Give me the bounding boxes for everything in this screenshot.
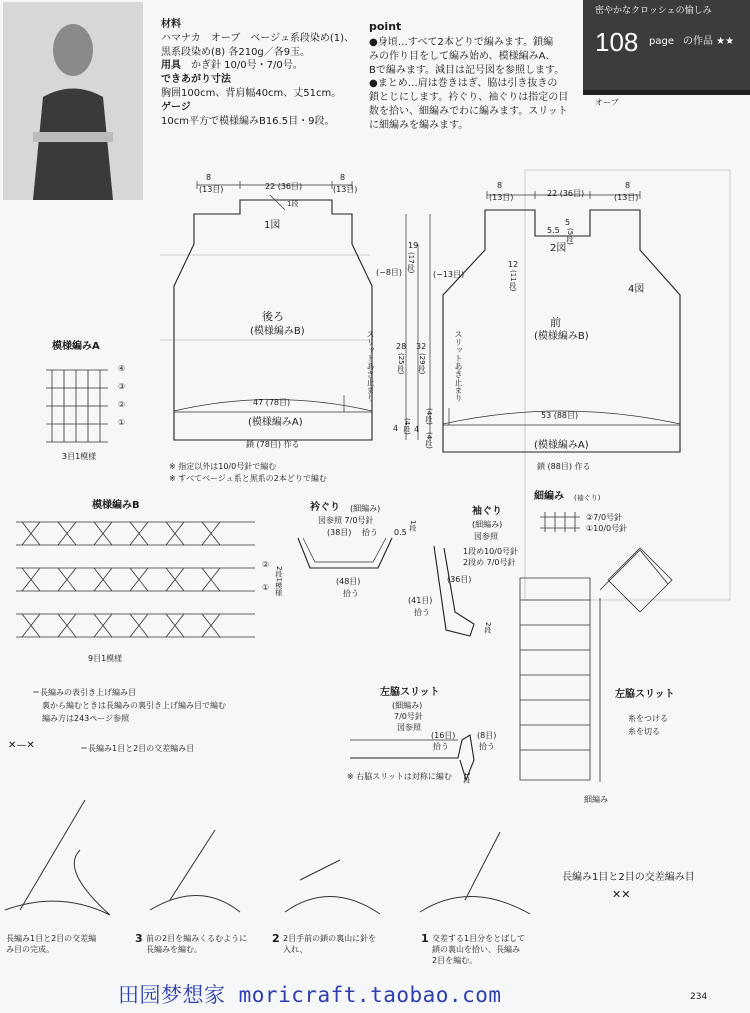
armband-41: (41目) xyxy=(408,596,433,605)
material-line-2: 黒系段染め(8) 各210g／各9玉。 xyxy=(161,46,311,58)
back-armhole-rows: (17段) xyxy=(406,252,415,274)
step-1-line: 交差する1目分をとばして xyxy=(432,934,526,943)
armband-ref: 図参照 xyxy=(474,532,498,541)
material-heading: 材料 xyxy=(161,19,181,30)
front-width: 53 (88目) xyxy=(541,411,579,420)
back-title: 後ろ xyxy=(262,310,284,323)
neckband-title: 衿ぐり xyxy=(310,502,340,513)
pattern-b-repeat: 9目1模様 xyxy=(88,654,123,663)
front-neck-w: 5.5 xyxy=(547,226,560,235)
slit-chart-join: 糸をつける xyxy=(628,714,668,723)
back-armhole-dec: (−8目) xyxy=(376,268,403,277)
front-neck-d: 5 xyxy=(565,218,571,227)
banner-suffix: の作品 ★★ xyxy=(683,36,735,47)
back-hem-rows: (4段) xyxy=(402,418,411,435)
single-r2: ②7/0号針 xyxy=(586,513,623,522)
pattern-a-title: 模様編みA xyxy=(52,341,100,352)
slit-chart-stitch: 細編み xyxy=(584,795,608,804)
back-side-h: 28 xyxy=(396,342,407,351)
step-2-number: 2 xyxy=(272,932,280,945)
front-neck: 22 (36目) xyxy=(547,189,585,198)
point-block xyxy=(369,36,568,133)
gauge-text: 10cm平方で模様編みB16.5目・9段。 xyxy=(161,115,335,127)
step-illustrations xyxy=(5,800,530,915)
back-pattern: (模様編みB) xyxy=(250,326,305,337)
slit-chart xyxy=(520,548,672,782)
banner-divider xyxy=(583,90,750,95)
front-neck-rows: (5段) xyxy=(565,228,574,245)
step-2-line: 入れ、 xyxy=(283,945,308,955)
slit-ref: 図参照 xyxy=(397,723,421,732)
back-hem: (模様編みA) xyxy=(248,417,303,428)
back-neck: 22 (36目) xyxy=(265,182,303,191)
back-hem-h: 4 xyxy=(393,424,399,433)
pattern-b-row-note: 2段1模様 xyxy=(274,566,283,596)
pattern-a-chart xyxy=(46,370,108,442)
banner-page-number: 108 xyxy=(595,27,639,57)
banner-title: 密やかなクロッシェの愉しみ xyxy=(595,6,712,16)
single-r1: ①10/0号針 xyxy=(586,524,628,533)
back-shoulder-r-sts: (13目) xyxy=(333,185,358,194)
front-shoulder-r: 8 xyxy=(625,181,631,190)
legend-1: ＝長編みの表引き上げ編み目 xyxy=(32,688,136,697)
front-shoulder-l: 8 xyxy=(497,181,503,190)
neckband-depth: 0.5 xyxy=(394,528,407,537)
armband-row1: 1段め10/0号針 xyxy=(463,547,519,556)
single-title: 細編み xyxy=(534,491,564,502)
pattern-a-row: ① xyxy=(118,418,126,427)
step-4-line: み目の完成。 xyxy=(6,945,54,955)
back-shoulder-r: 8 xyxy=(340,173,346,182)
neckband-pick: 拾う xyxy=(362,528,378,537)
slit-needle: 7/0号針 xyxy=(394,712,423,721)
model-photo xyxy=(3,2,143,200)
slit-chart-cut: 糸を切る xyxy=(628,727,660,736)
note-2: ※ すべてベージュ系と黒系の2本どりで編む xyxy=(169,474,327,483)
back-fig-label: 1図 xyxy=(264,220,281,231)
step-3-line: 長編みを編む。 xyxy=(146,945,202,955)
back-total-rows: (29段) xyxy=(417,353,426,375)
slit-8: (8目) xyxy=(477,731,497,740)
slit-pick: 拾う xyxy=(433,742,449,751)
series-banner xyxy=(583,0,750,95)
cross-stitch-symbol: ✕—✕ xyxy=(8,740,35,751)
step-2-line: 2目手前の鎖の裏山に針を xyxy=(283,934,377,943)
step-title: 長編み1目と2目の交差編み目 xyxy=(562,872,695,883)
back-slit-rows: (4段) xyxy=(424,432,433,449)
front-shoulder-l-sts: (13目) xyxy=(489,193,514,202)
back-armhole-h: 19 xyxy=(408,241,419,250)
armband-sub: (細編み) xyxy=(472,520,503,529)
slit-chart-title: 左脇スリット xyxy=(615,689,675,700)
slit-sub: (細編み) xyxy=(392,701,423,710)
slit-pick2: 拾う xyxy=(479,742,495,751)
back-shoulder-l-sts: (13目) xyxy=(199,185,224,194)
back-width: 47 (78目) xyxy=(253,398,291,407)
step-4-line: 長編み1目と2目の交差編 xyxy=(6,934,97,943)
back-shoulder-l: 8 xyxy=(206,173,212,182)
armband-row2: 2段め 7/0号針 xyxy=(463,558,516,567)
gauge-heading: ゲージ xyxy=(161,101,191,113)
step-3-number: 3 xyxy=(135,932,143,945)
slit-rows: 1段 xyxy=(462,772,471,784)
back-neck-depth: 1段 xyxy=(287,200,299,208)
step-2-caption xyxy=(283,933,376,955)
shop-watermark: 田园梦想家 moricraft.taobao.com xyxy=(118,983,502,1007)
tool-heading: 用具 xyxy=(161,60,181,72)
legend-4: ＝長編み1目と2目の交差編み目 xyxy=(80,744,195,753)
point-line: に細編みを編みます。 xyxy=(369,119,469,131)
size-text: 胸囲100cm、背肩幅40cm、丈51cm。 xyxy=(161,87,342,99)
neckband-pick2: 拾う xyxy=(343,589,359,598)
step-4-caption xyxy=(6,933,96,955)
slit-title: 左脇スリット xyxy=(380,687,440,698)
note-1: ※ 指定以外は10/0号針で編む xyxy=(169,462,277,471)
back-chain: 鎖 (78目) 作る xyxy=(246,440,300,449)
front-hem-rows: (4段) xyxy=(424,408,433,425)
front-yoke-rows: (11段) xyxy=(508,270,517,292)
pattern-b-row: ① xyxy=(262,583,270,592)
size-heading: できあがり寸法 xyxy=(161,74,231,86)
point-line: ●まとめ…肩は巻きはぎ、脇は引き抜きの xyxy=(369,78,558,90)
materials-block xyxy=(161,18,354,128)
point-line: Bで編みます。減目は記号図を参照します。 xyxy=(369,64,565,76)
back-total-h: 32 xyxy=(416,342,427,351)
front-fig2: 2図 xyxy=(550,243,567,254)
page-number: 234 xyxy=(690,992,708,1002)
pattern-a-repeat: 3目1模様 xyxy=(62,452,97,461)
armband-title: 袖ぐり xyxy=(472,506,502,517)
front-chain: 鎖 (88目) 作る xyxy=(537,462,591,471)
step-3-caption xyxy=(146,933,247,955)
front-slit: スリットあき止まり xyxy=(454,330,463,402)
step-1-line: 2目を編む。 xyxy=(432,956,478,966)
pattern-a-row: ② xyxy=(118,400,126,409)
neckband-back-sts: (48目) xyxy=(336,577,361,586)
armband-rows: 2段 xyxy=(483,622,492,634)
point-line: 鎖とじにします。衿ぐり、袖ぐりは指定の目 xyxy=(369,92,569,104)
armband-36: (36目) xyxy=(447,575,472,584)
step-1-line: 鎖の裏山を拾い、長編み xyxy=(432,945,520,955)
neckband-depth-rows: 1段 xyxy=(408,520,417,532)
front-hem: (模様編みA) xyxy=(534,440,589,451)
step-3-line: 前の2目を編みくるむように xyxy=(146,934,248,943)
neckband-front-sts: (38目) xyxy=(327,528,352,537)
neckband-needle: 図参照 7/0号針 xyxy=(318,516,374,525)
single-crochet-chart xyxy=(540,512,580,532)
pattern-b-row: ② xyxy=(262,560,270,569)
cross-stitch-symbol-2: ✕✕ xyxy=(612,888,631,901)
front-shoulder-r-sts: (13目) xyxy=(614,193,639,202)
pattern-b-title: 模様編みB xyxy=(92,500,140,511)
single-sub: (袖ぐり) xyxy=(574,494,601,502)
tool-text: かぎ針 10/0号・7/0号。 xyxy=(191,60,303,72)
back-side-rows: (25段) xyxy=(396,353,405,375)
legend-2: 裏から編むときは長編みの裏引き上げ編み目で編む xyxy=(42,701,226,710)
front-armhole-dec: (−13目) xyxy=(433,270,465,279)
front-pattern: (模様編みB) xyxy=(534,331,589,342)
front-yoke-h: 12 xyxy=(508,260,519,269)
step-1-caption xyxy=(432,933,525,966)
material-line-1: ハマナカ オーブ ベージュ系段染め(1)、 xyxy=(161,32,355,44)
slit-16: (16目) xyxy=(431,731,456,740)
step-1-number: 1 xyxy=(421,932,429,945)
point-heading: point xyxy=(369,20,402,33)
pattern-a-row: ③ xyxy=(118,382,126,391)
front-title: 前 xyxy=(550,316,561,329)
point-line: 数を拾い、細編みでわに編みます。スリット xyxy=(369,105,568,117)
point-line: みの作り目をして編み始め、模様編みA、 xyxy=(369,50,556,62)
banner-page-word: page xyxy=(649,36,674,47)
back-slit: スリットあき止まり xyxy=(366,330,375,402)
legend-3: 編み方は243ページ参照 xyxy=(42,714,130,723)
banner-sub: オーブ xyxy=(595,98,619,107)
pattern-a-row: ④ xyxy=(118,364,126,373)
slit-note: ※ 右脇スリットは対称に編む xyxy=(347,772,452,781)
back-slit-h: 4 xyxy=(414,425,420,434)
armband-pick: 拾う xyxy=(414,608,430,617)
front-fig4: 4図 xyxy=(628,284,645,295)
pattern-b-chart xyxy=(16,522,255,637)
neckband-sub: (細編み) xyxy=(350,504,381,513)
point-line: ●身頃…すべて2本どりで編みます。鎖編 xyxy=(369,37,554,48)
